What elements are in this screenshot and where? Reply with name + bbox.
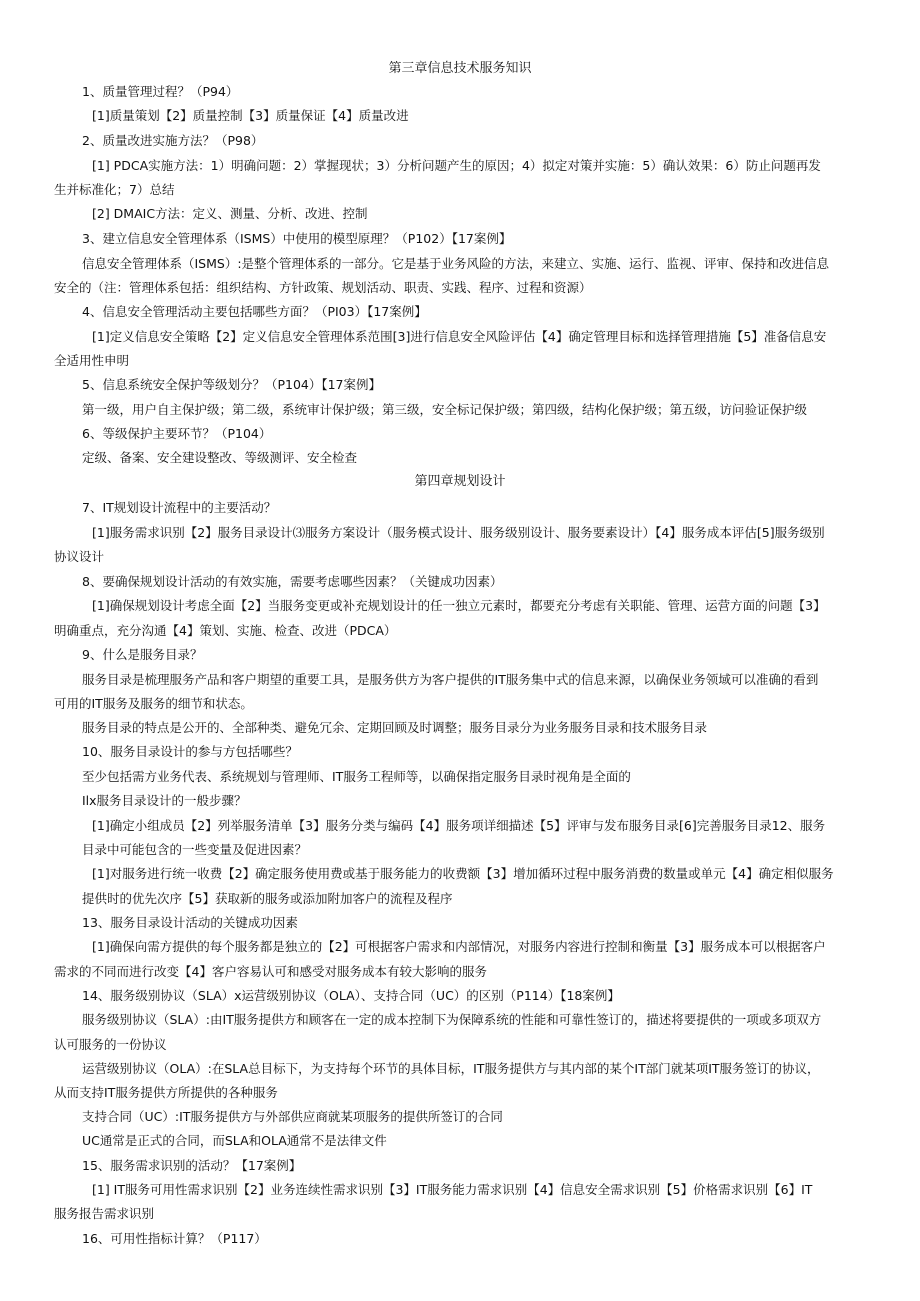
answer-line: [1] IT服务可用性需求识别【2】业务连续性需求识别【3】IT服务能力需求识别【4】信息安全需求识别【5】价格需求识别【6】IT	[92, 1182, 813, 1197]
question-line: 13、服务目录设计活动的关键成功因素	[82, 915, 298, 930]
question-line: 5、信息系统安全保护等级划分？（P104）【17案例】	[82, 377, 382, 392]
question-line: 2、质量改进实施方法？（P98）	[82, 133, 264, 148]
question-line: Ilx服务目录设计的一般步骤？	[82, 793, 247, 808]
paragraph-line: 运营级别协议（OLA）:在SLA总目标下，为支持每个环节的具体目标，IT服务提供方与其内部的某个IT部门就某项IT服务签订的协议，	[82, 1061, 820, 1076]
answer-line: [1] PDCA实施方法：1）明确问题：2）掌握现状；3）分析问题产生的原因；4）拟定对策并实施：5）确认效果：6）防止问题再发	[92, 158, 821, 173]
paragraph-line: 服务目录是梳理服务产品和客户期望的重要工具，是服务供方为客户提供的IT服务集中式的信息来源，以确保业务领域可以准确的看到	[82, 672, 819, 687]
answer-line: [1]服务需求识别【2】服务目录设计⑶服务方案设计（服务模式设计、服务级别设计、服务要素设计）【4】服务成本评估[5]服务级别	[92, 525, 825, 540]
paragraph-line: 至少包括需方业务代表、系统规划与管理师、IT服务工程师等，以确保指定服务目录时视角是全面的	[82, 769, 631, 784]
question-line: 16、可用性指标计算？（P117）	[82, 1231, 267, 1246]
wrapped-line: 认可服务的一份协议	[54, 1037, 167, 1052]
question-line: 15、服务需求识别的活动？【17案例】	[82, 1158, 302, 1173]
answer-line: [1]定义信息安全策略【2】定义信息安全管理体系范围[3]进行信息安全风险评估【4】确定管理目标和选择管理措施【5】准备信息安	[92, 329, 827, 344]
wrapped-line: 生并标准化；7）总结	[54, 182, 175, 197]
paragraph-line: 服务级别协议（SLA）:由IT服务提供方和顾客在一定的成本控制下为保障系统的性能和可靠性签订的，描述将要提供的一项或多项双方	[82, 1012, 822, 1027]
question-line: 3、建立信息安全管理体系（ISMS）中使用的模型原理？（P102）【17案例】	[82, 231, 512, 246]
wrapped-line: 可用的IT服务及服务的细节和状态。	[54, 696, 253, 711]
wrapped-line: 协议设计	[54, 549, 105, 564]
question-line: 14、服务级别协议（SLA）x运营级别协议（OLA）、支持合同（UC）的区别（P114）【18案例】	[82, 988, 620, 1003]
paragraph-line: 信息安全管理体系（ISMS）:是整个管理体系的一部分。它是基于业务风险的方法，来建立、实施、运行、监视、评审、保持和改进信息	[82, 256, 830, 271]
paragraph-line: 服务目录的特点是公开的、全部种类、避免冗余、定期回顾及时调整；服务目录分为业务服务目录和技术服务目录	[82, 720, 708, 735]
wrapped-line: 安全的（注：管理体系包括：组织结构、方针政策、规划活动、职责、实践、程序、过程和资源）	[54, 280, 592, 295]
question-line: 6、等级保护主要环节？（P104）	[82, 426, 272, 441]
paragraph-line: 第一级，用户自主保护级；第二级，系统审计保护级；第三级，安全标记保护级；第四级，结构化保护级；第五级，访问验证保护级	[82, 402, 808, 417]
chapter-heading: 第三章信息技术服务知识	[388, 61, 532, 76]
continued-line: 提供时的优先次序【5】获取新的服务或添加附加客户的流程及程序	[82, 891, 453, 906]
question-line: 7、IT规划设计流程中的主要活动？	[82, 500, 277, 515]
question-line: 4、信息安全管理活动主要包括哪些方面？（PI03）【17案例】	[82, 304, 427, 319]
answer-line: [1]对服务进行统一收费【2】确定服务使用费或基于服务能力的收费额【3】增加循环过程中服务消费的数量或单元【4】确定相似服务	[92, 866, 834, 881]
continued-line: 目录中可能包含的一些变量及促进因素？	[82, 842, 308, 857]
paragraph-line: 支持合同（UC）:IT服务提供方与外部供应商就某项服务的提供所签订的合同	[82, 1109, 503, 1124]
answer-line: [1]质量策划【2】质量控制【3】质量保证【4】质量改进	[92, 108, 409, 123]
question-line: 10、服务目录设计的参与方包括哪些？	[82, 744, 298, 759]
paragraph-line: UC通常是正式的合同，而SLA和OLA通常不是法律文件	[82, 1133, 387, 1148]
question-line: 8、要确保规划设计活动的有效实施，需要考虑哪些因素？（关键成功因素）	[82, 574, 503, 589]
answer-line: [1]确定小组成员【2】列举服务清单【3】服务分类与编码【4】服务项详细描述【5】评审与发布服务目录[6]完善服务目录12、服务	[92, 818, 826, 833]
answer-line: [1]确保向需方提供的每个服务都是独立的【2】可根据客户需求和内部情况，对服务内容进行控制和衡量【3】服务成本可以根据客户	[92, 939, 826, 954]
wrapped-line: 需求的不同而进行改变【4】客户容易认可和感受对服务成本有较大影响的服务	[54, 964, 487, 979]
wrapped-line: 明确重点，充分沟通【4】策划、实施、检查、改进（PDCA）	[54, 623, 397, 638]
answer-line: [2] DMAIC方法：定义、测量、分析、改进、控制	[92, 206, 368, 221]
wrapped-line: 服务报告需求识别	[54, 1206, 155, 1221]
answer-line: [1]确保规划设计考虑全面【2】当服务变更或补充规划设计的任一独立元素时，都要充分考虑有关职能、管理、运营方面的问题【3】	[92, 598, 826, 613]
question-line: 1、质量管理过程？（P94）	[82, 84, 239, 99]
wrapped-line: 全适用性申明	[54, 353, 130, 368]
question-line: 9、什么是服务目录？	[82, 647, 203, 662]
paragraph-line: 定级、备案、安全建设整改、等级测评、安全检查	[82, 450, 358, 465]
chapter-heading: 第四章规划设计	[414, 474, 506, 489]
wrapped-line: 从而支持IT服务提供方所提供的各种服务	[54, 1085, 278, 1100]
